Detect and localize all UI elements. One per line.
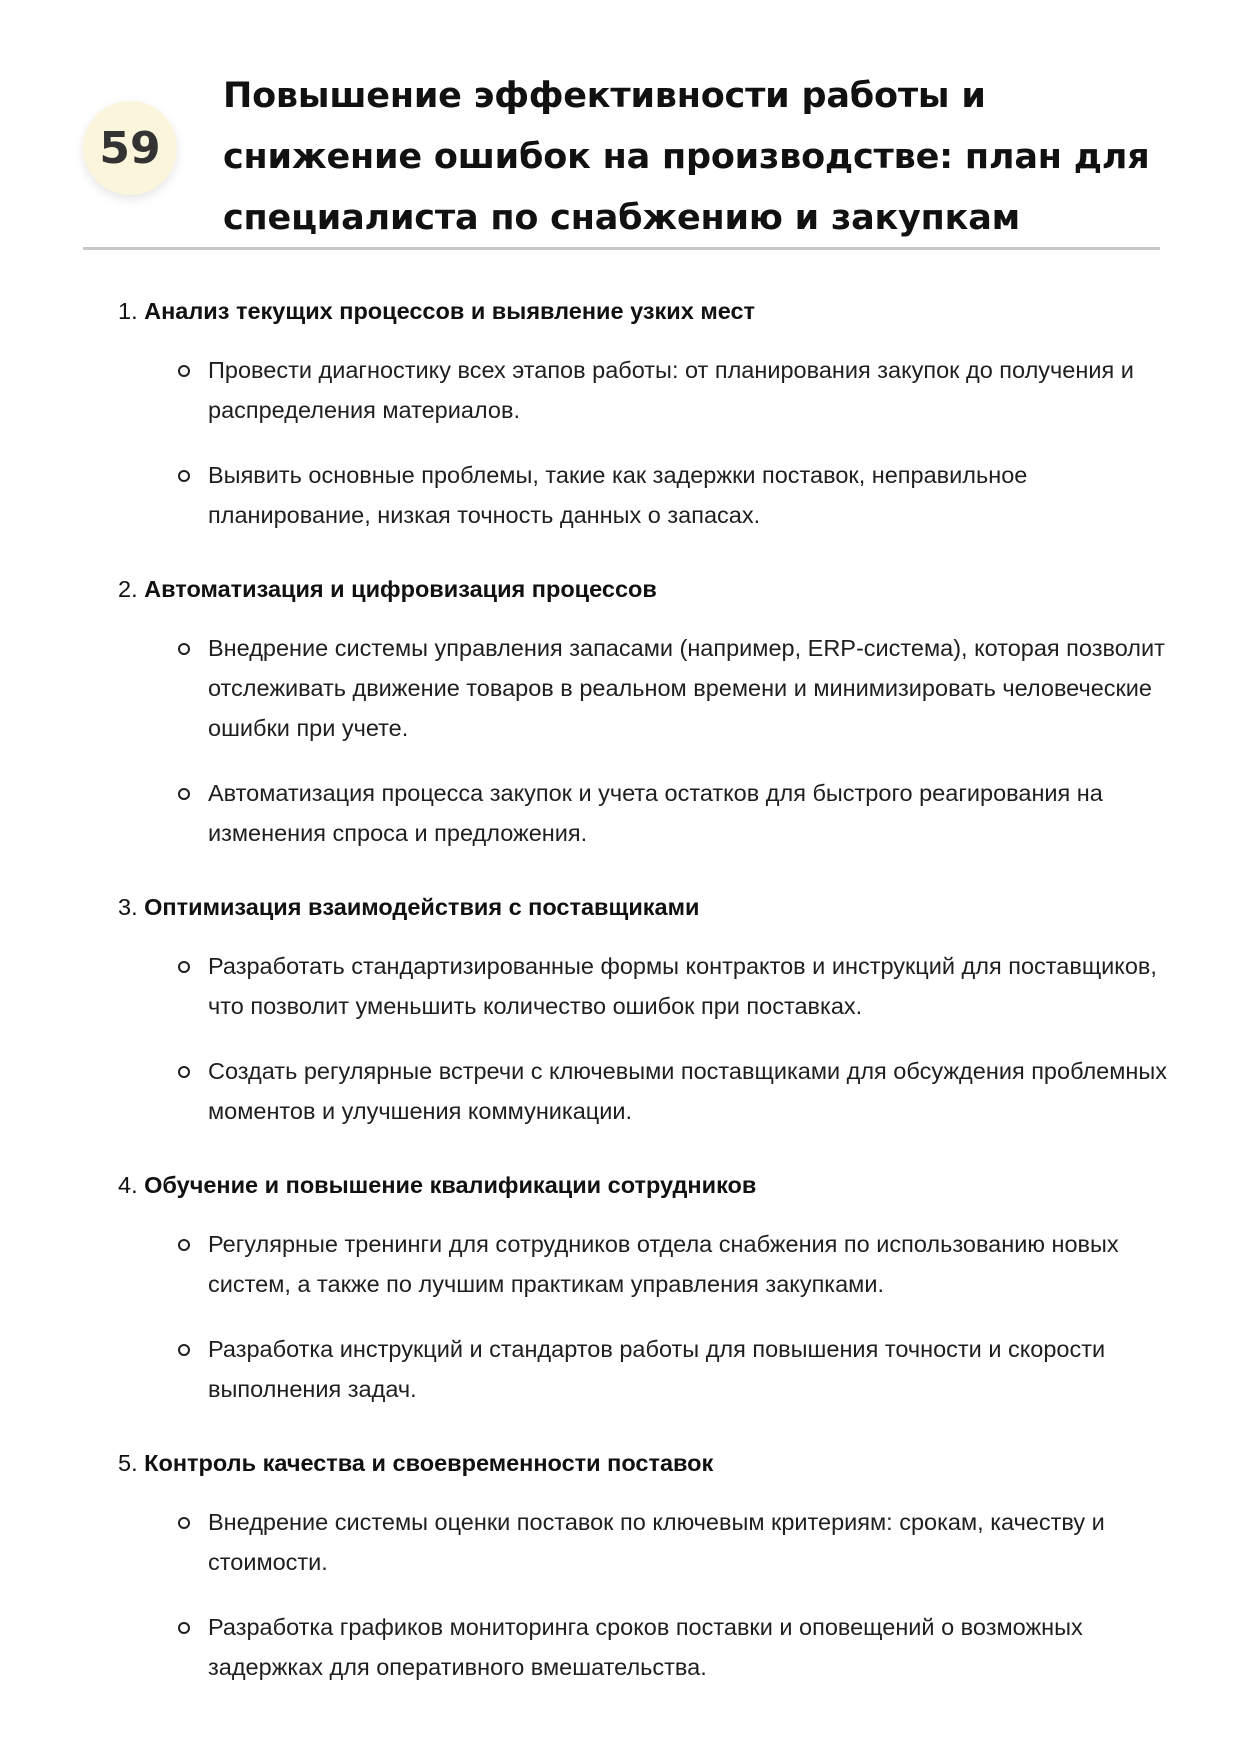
list-item xyxy=(118,773,1168,853)
section-number: 3. xyxy=(118,894,138,920)
section-heading xyxy=(118,878,1168,936)
list-item xyxy=(118,1329,1168,1409)
list-item xyxy=(118,455,1168,535)
bullet-list xyxy=(118,628,1168,853)
page-number-badge: 59 xyxy=(83,101,177,195)
bullet-list xyxy=(118,1502,1168,1687)
bullet-list xyxy=(118,946,1168,1131)
section-heading xyxy=(118,282,1168,340)
list-item-text: Разработать стандартизированные формы контрактов и инструкций для поставщиков, что позволит уменьшить количество ошибок при поставках. xyxy=(208,953,1157,1019)
list-item xyxy=(118,628,1168,748)
section-title: Анализ текущих процессов и выявление узких мест xyxy=(144,298,756,324)
list-item-text: Выявить основные проблемы, такие как задержки поставок, неправильное планирование, низкая точность данных о запасах. xyxy=(208,462,1028,528)
list-item-text: Провести диагностику всех этапов работы: от планирования закупок до получения и распределения материалов. xyxy=(208,357,1134,423)
list-item-text: Разработка инструкций и стандартов работы для повышения точности и скорости выполнения задач. xyxy=(208,1336,1106,1402)
page-header xyxy=(83,58,1160,250)
section-number: 1. xyxy=(118,298,138,324)
bullet-list xyxy=(118,350,1168,535)
list-item-text: Регулярные тренинги для сотрудников отдела снабжения по использованию новых систем, а также по лучшим практикам управления закупками. xyxy=(208,1231,1119,1297)
circle-bullet-icon xyxy=(178,1622,190,1634)
section-number: 4. xyxy=(118,1172,138,1198)
circle-bullet-icon xyxy=(178,365,190,377)
list-item-text: Автоматизация процесса закупок и учета остатков для быстрого реагирования на изменения спроса и предложения. xyxy=(208,780,1103,846)
circle-bullet-icon xyxy=(178,788,190,800)
bullet-list xyxy=(118,1224,1168,1409)
section-4 xyxy=(118,1156,1168,1409)
section-title: Обучение и повышение квалификации сотрудников xyxy=(144,1172,757,1198)
section-title: Автоматизация и цифровизация процессов xyxy=(144,576,657,602)
plan-content xyxy=(118,282,1168,1712)
page-title: Повышение эффективности работы и снижение ошибок на производстве: план для специалиста по снабжению и закупкам xyxy=(223,76,1150,238)
circle-bullet-icon xyxy=(178,643,190,655)
circle-bullet-icon xyxy=(178,1066,190,1078)
section-1 xyxy=(118,282,1168,535)
list-item-text: Внедрение системы управления запасами (например, ERP-система), которая позволит отслеживать движение товаров в реальном времени и минимизировать человеческие ошибки при учете. xyxy=(208,635,1165,741)
circle-bullet-icon xyxy=(178,961,190,973)
section-2 xyxy=(118,560,1168,853)
circle-bullet-icon xyxy=(178,470,190,482)
list-item xyxy=(118,1502,1168,1582)
section-number: 5. xyxy=(118,1450,138,1476)
list-item xyxy=(118,1224,1168,1304)
section-heading xyxy=(118,1156,1168,1214)
list-item xyxy=(118,1607,1168,1687)
circle-bullet-icon xyxy=(178,1239,190,1251)
circle-bullet-icon xyxy=(178,1344,190,1356)
list-item xyxy=(118,1051,1168,1131)
circle-bullet-icon xyxy=(178,1517,190,1529)
section-3 xyxy=(118,878,1168,1131)
list-item xyxy=(118,946,1168,1026)
list-item xyxy=(118,350,1168,430)
list-item-text: Создать регулярные встречи с ключевыми поставщиками для обсуждения проблемных моментов и улучшения коммуникации. xyxy=(208,1058,1168,1124)
section-heading xyxy=(118,560,1168,618)
list-item-text: Внедрение системы оценки поставок по ключевым критериям: срокам, качеству и стоимости. xyxy=(208,1509,1105,1575)
section-heading xyxy=(118,1434,1168,1492)
section-number: 2. xyxy=(118,576,138,602)
section-5 xyxy=(118,1434,1168,1687)
list-item-text: Разработка графиков мониторинга сроков поставки и оповещений о возможных задержках для оперативного вмешательства. xyxy=(208,1614,1083,1680)
section-title: Оптимизация взаимодействия с поставщиками xyxy=(144,894,700,920)
section-title: Контроль качества и своевременности поставок xyxy=(144,1450,714,1476)
